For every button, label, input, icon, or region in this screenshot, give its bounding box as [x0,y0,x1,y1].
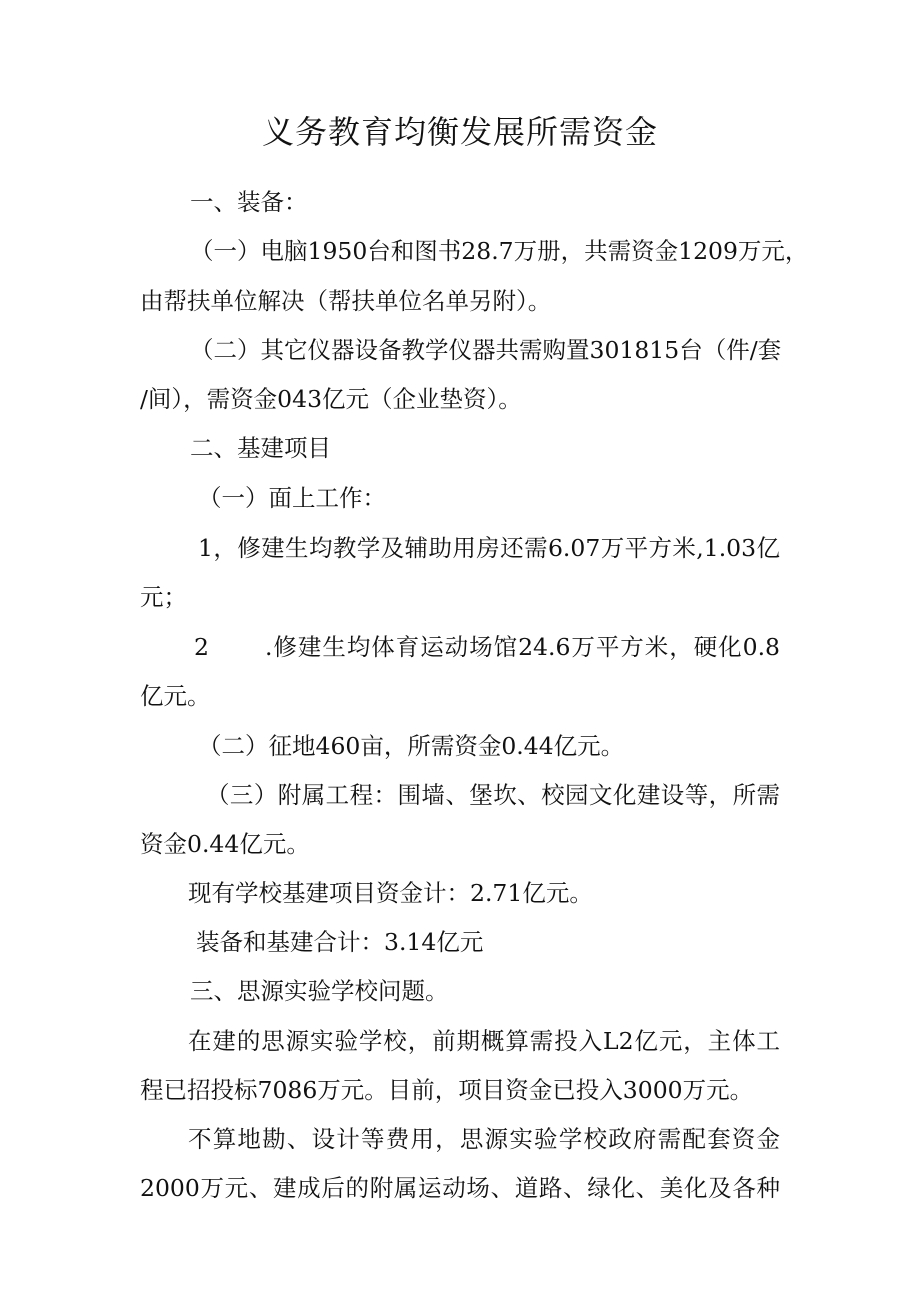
paragraph-line: （二）征地460亩，所需资金0.44亿元。 [198,732,625,760]
paragraph-line: /间），需资金043亿元（企业垫资）。 [140,385,522,413]
paragraph-line: 1，修建生均教学及辅助用房还需6.07万平方米,1.03亿 [198,534,780,562]
paragraph-line: 不算地勘、设计等费用，思源实验学校政府需配套资金 [188,1125,780,1153]
paragraph-line: 亿元。 [140,682,211,710]
paragraph-line: 程已招投标7086万元。目前，项目资金已投入3000万元。 [140,1076,754,1104]
paragraph-line: .修建生均体育运动场馆24.6万平方米，硬化0.8 [265,633,780,661]
paragraph-line: 由帮扶单位解决（帮扶单位名单另附）。 [140,287,552,315]
subsection-heading: （一）面上工作： [198,484,386,512]
document-title: 义务教育均衡发展所需资金 [261,113,658,151]
section-heading-construction: 二、基建项目 [190,434,331,462]
paragraph-line: 装备和基建合计：3.14亿元 [196,928,484,956]
paragraph-line: 资金0.44亿元。 [140,830,310,858]
list-number: 2 [194,633,209,661]
section-heading-equipment: 一、装备： [190,188,308,216]
paragraph-line: 2000万元、建成后的附属运动场、道路、绿化、美化及各种 [140,1174,780,1202]
section-heading-school: 三、思源实验学校问题。 [190,977,449,1005]
paragraph-line: （一）电脑1950台和图书28.7万册，共需资金1209万元， [190,237,809,265]
paragraph-line: （二）其它仪器设备教学仪器共需购置301815台（件/套 [190,336,782,364]
paragraph-line: （三）附属工程：围墙、堡坎、校园文化建设等，所需 [206,781,780,809]
paragraph-line: 元； [140,583,187,611]
paragraph-line: 在建的思源实验学校，前期概算需投入L2亿元，主体工 [188,1027,780,1055]
paragraph-line: 现有学校基建项目资金计：2.71亿元。 [188,879,593,907]
